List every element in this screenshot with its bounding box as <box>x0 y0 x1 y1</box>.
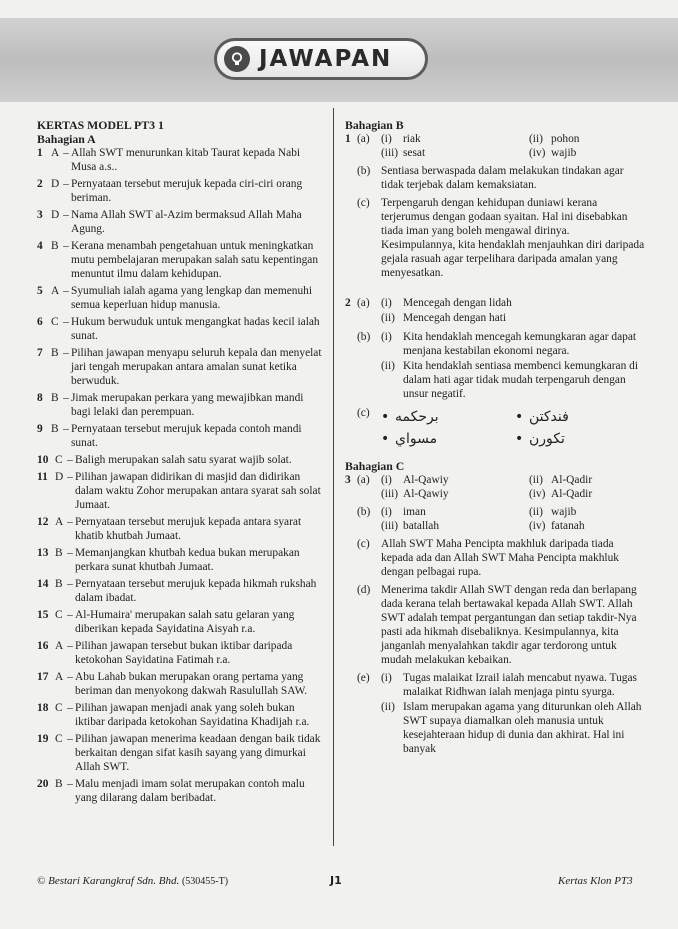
section-a-heading: Bahagian A <box>37 132 96 146</box>
dash-separator: – <box>67 454 73 466</box>
roman-label: (i) <box>381 506 392 518</box>
answer-text: sesat <box>403 147 426 159</box>
question-1c <box>345 196 645 280</box>
part-label: (c) <box>357 407 370 419</box>
answer-text: Malu menjadi imam solat merupakan contoh malu yang dilarang dalam beribadat. <box>75 778 305 804</box>
roman-label: (i) <box>381 331 392 343</box>
part-label: (b) <box>357 165 371 177</box>
question-number: 11 <box>37 471 48 483</box>
answer-text: Sentiasa berwaspada dalam melakukan tindakan agar tidak terjebak dalam kemaksiatan. <box>381 165 624 191</box>
bullet: • <box>515 431 524 447</box>
paper-title: KERTAS MODEL PT3 1 <box>37 118 164 132</box>
bullet: • <box>515 409 524 425</box>
answer-letter: D <box>51 209 60 221</box>
question-number: 13 <box>37 547 49 559</box>
answer-letter: A <box>55 671 64 683</box>
answer-text: Tugas malaikat Izrail ialah mencabut nyawa. Tugas malaikat Ridhwan ialah menjaga pintu syurga. <box>403 672 637 698</box>
question-number: 15 <box>37 609 49 621</box>
roman-label: (i) <box>381 672 392 684</box>
question-3e <box>345 671 645 757</box>
answer-item <box>37 577 322 605</box>
answer-letter: A <box>55 516 64 528</box>
answer-item <box>37 177 322 205</box>
roman-label: (iii) <box>381 488 399 500</box>
question-number: 9 <box>37 423 43 435</box>
roman-label: (ii) <box>529 506 543 518</box>
part-label: (a) <box>357 474 370 486</box>
answer-letter: A <box>51 285 60 297</box>
answer-text: Kerana menambah pengetahuan untuk meningkatkan mutu pembelajaran merupakan salah satu kepentingan menuntut ilmu dalam kehidupan. <box>71 240 319 280</box>
answer-item <box>37 284 322 312</box>
answer-text: Pilihan jawapan menjadi anak yang soleh bukan iktibar daripada ketokohan Sayidatina Khadijah r.a. <box>75 702 310 728</box>
answer-letter: C <box>55 702 63 714</box>
dash-separator: – <box>67 671 73 683</box>
answer-text: batallah <box>403 520 440 532</box>
answer-item <box>37 146 322 174</box>
question-1b <box>345 164 645 192</box>
part-label: (c) <box>357 538 370 550</box>
question-number: 16 <box>37 640 49 652</box>
part-label: (b) <box>357 331 371 343</box>
right-column <box>345 118 645 761</box>
answer-item <box>37 391 322 419</box>
answer-item <box>37 422 322 450</box>
dash-separator: – <box>67 516 73 528</box>
answer-text: Kita hendaklah mencegah kemungkaran agar dapat menjana kestabilan ekonomi negara. <box>403 331 637 357</box>
roman-label: (iii) <box>381 520 399 532</box>
answer-text: Pernyataan tersebut merujuk kepada ciri-ciri orang beriman. <box>71 178 303 204</box>
answer-letter: B <box>55 578 63 590</box>
answer-item <box>37 453 322 467</box>
answer-text: wajib <box>551 147 577 159</box>
roman-label: (ii) <box>381 701 395 713</box>
question-number: 20 <box>37 778 49 790</box>
answer-letter: D <box>51 178 60 190</box>
answer-text: Al-Qadir <box>551 488 593 500</box>
question-number: 18 <box>37 702 49 714</box>
answer-text: Pilihan jawapan didirikan di masjid dan didirikan dalam waktu Zohor merupakan antara syarat sah solat Jumaat. <box>75 471 321 511</box>
question-number: 1 <box>345 133 351 145</box>
part-label: (c) <box>357 197 370 209</box>
answer-text: Jimak merupakan perkara yang mewajibkan mandi bagi lelaki dan perempuan. <box>71 392 304 418</box>
answer-letter: B <box>55 778 63 790</box>
question-3c <box>345 537 645 579</box>
answer-text: pohon <box>551 133 580 145</box>
answer-letter: C <box>55 454 63 466</box>
dash-separator: – <box>63 209 69 221</box>
dash-separator: – <box>63 316 69 328</box>
question-number: 7 <box>37 347 43 359</box>
question-number: 6 <box>37 316 43 328</box>
answer-text: Pernyataan tersebut merujuk kepada contoh mandi sunat. <box>71 423 302 449</box>
question-number: 3 <box>37 209 43 221</box>
column-divider <box>333 108 334 846</box>
roman-label: (iii) <box>381 147 399 159</box>
bullet: • <box>381 409 390 425</box>
answer-text: Islam merupakan agama yang diturunkan oleh Allah SWT supaya diamalkan oleh manusia untuk kesejahteraan hidup di dunia dan akhirat. Hal ini banyak <box>403 701 642 755</box>
roman-label: (ii) <box>381 360 395 372</box>
page-number: J1 <box>330 874 342 887</box>
roman-label: (iv) <box>529 488 546 500</box>
answer-text: Syumuliah ialah agama yang lengkap dan memenuhi semua keperluan hidup manusia. <box>71 285 313 311</box>
answer-text: Baligh merupakan salah satu syarat wajib solat. <box>75 454 292 466</box>
dash-separator: – <box>67 547 73 559</box>
roman-label: (ii) <box>529 133 543 145</box>
jawi-words <box>381 406 645 450</box>
question-number: 19 <box>37 733 49 745</box>
answer-letter: A <box>55 640 64 652</box>
answer-letter: C <box>55 733 63 745</box>
lightbulb-icon <box>224 46 250 72</box>
answer-item <box>37 732 322 774</box>
left-column <box>37 118 322 808</box>
question-number: 2 <box>37 178 43 190</box>
dash-separator: – <box>63 423 69 435</box>
footer-series: Kertas Klon PT3 <box>558 875 633 887</box>
question-number: 1 <box>37 147 43 159</box>
question-number: 4 <box>37 240 43 252</box>
answer-text: Al-Humaira' merupakan salah satu gelaran yang diberikan kepada Sayidatina Aisyah r.a. <box>75 609 295 635</box>
question-number: 12 <box>37 516 49 528</box>
part-label: (a) <box>357 297 370 309</box>
answer-text: wajib <box>551 506 577 518</box>
answer-text: Allah SWT menurunkan kitab Taurat kepada Nabi Musa a.s.. <box>71 147 301 173</box>
section-c-heading: Bahagian C <box>345 459 405 473</box>
registration-number: (530455-T) <box>181 876 229 887</box>
answer-item <box>37 239 322 281</box>
dash-separator: – <box>63 178 69 190</box>
answer-text: Allah SWT Maha Pencipta makhluk daripada tiada kepada ada dan Allah SWT Maha Pencipta makhluk dengan pelbagai rupa. <box>381 538 619 578</box>
roman-label: (iv) <box>529 147 546 159</box>
answer-text: Al-Qawiy <box>403 474 449 486</box>
dash-separator: – <box>63 392 69 404</box>
answer-text: iman <box>403 506 426 518</box>
answer-letter: A <box>51 147 60 159</box>
question-3 <box>345 473 645 501</box>
answer-item <box>37 608 322 636</box>
dash-separator: – <box>67 733 73 745</box>
answer-text: Pernyataan tersebut merujuk kepada hikmah rukshah dalam ibadat. <box>75 578 317 604</box>
dash-separator: – <box>63 147 69 159</box>
dash-separator: – <box>63 347 69 359</box>
part-label: (b) <box>357 506 371 518</box>
part-label: (a) <box>357 133 370 145</box>
answer-text: Mencegah dengan lidah <box>403 297 512 309</box>
answer-item <box>37 346 322 388</box>
answer-text: Nama Allah SWT al-Azim bermaksud Allah Maha Agung. <box>71 209 302 235</box>
jawi-word: تكورن <box>529 431 565 447</box>
page-title: JAWAPAN <box>259 46 393 72</box>
part-label: (d) <box>357 584 371 596</box>
roman-label: (ii) <box>381 312 395 324</box>
dash-separator: – <box>67 778 73 790</box>
answer-letter: B <box>51 423 59 435</box>
dash-separator: – <box>67 578 73 590</box>
answer-item <box>37 777 322 805</box>
roman-label: (iv) <box>529 520 546 532</box>
answer-letter: D <box>55 471 64 483</box>
answer-letter: B <box>55 547 63 559</box>
answer-text: Menerima takdir Allah SWT dengan reda dan berlapang dada kerana telah bertawakal kepada Allah SWT. Allah SWT adalah tempat pergantungan dan setiap takdir-Nya pasti ada hikmah disebaliknya. Kesimpulannya, kita janganlah menyalahkan takdir agar terdorong untuk mudah melakukan kebaikan. <box>381 584 637 666</box>
copyright-text: © Bestari Karangkraf Sdn. Bhd. <box>37 875 180 887</box>
q1a-grid <box>381 132 645 160</box>
jawi-word: برحكمه <box>395 409 439 425</box>
roman-label: (i) <box>381 133 392 145</box>
answer-letter: B <box>51 392 59 404</box>
answer-text: riak <box>403 133 421 145</box>
answer-letter: B <box>51 240 59 252</box>
jawi-word: فندكتن <box>529 409 569 425</box>
question-number: 5 <box>37 285 43 297</box>
roman-label: (ii) <box>529 474 543 486</box>
answer-letter: C <box>51 316 59 328</box>
answer-text: Pilihan jawapan menerima keadaan dengan baik tidak berkaitan dengan sifat kasih sayang yang dimurkai Allah SWT. <box>75 733 321 773</box>
question-number: 17 <box>37 671 49 683</box>
dash-separator: – <box>63 240 69 252</box>
question-2b <box>345 330 645 402</box>
question-3b <box>345 505 645 533</box>
part-label: (e) <box>357 672 370 684</box>
answer-item <box>37 208 322 236</box>
answer-letter: C <box>55 609 63 621</box>
question-number: 10 <box>37 454 49 466</box>
answer-text: Pilihan jawapan menyapu seluruh kepala dan menyelat jari tengah merupakan antara amalan sunat ketika berwuduk. <box>71 347 322 387</box>
section-b-heading: Bahagian B <box>345 118 404 132</box>
answer-text: Pilihan jawapan tersebut bukan iktibar daripada ketokohan Sayidatina Fatimah r.a. <box>75 640 293 666</box>
answer-text: Terpengaruh dengan kehidupan duniawi kerana terjerumus dengan godaan syaitan. Hal ini disebabkan tiada iman yang boleh mengawal dirinya. Kesimpulannya, kita hendaklah menjauhkan diri daripada gejala rasuah agar terpelihara daripada amalan yang menyesatkan. <box>381 197 645 279</box>
answer-text: fatanah <box>551 520 585 532</box>
question-number: 3 <box>345 474 351 486</box>
answer-item <box>37 515 322 543</box>
footer-copyright <box>37 874 228 889</box>
question-number: 14 <box>37 578 49 590</box>
answer-item <box>37 546 322 574</box>
dash-separator: – <box>67 640 73 652</box>
answer-item <box>37 470 322 512</box>
answer-text: Pernyataan tersebut merujuk kepada antara syarat khatib khutbah Jumaat. <box>75 516 302 542</box>
answer-item <box>37 639 322 667</box>
answer-text: Al-Qawiy <box>403 488 449 500</box>
bullet: • <box>381 431 390 447</box>
question-1 <box>345 132 645 160</box>
jawi-word: مسواي <box>395 431 438 447</box>
dash-separator: – <box>63 285 69 297</box>
roman-label: (i) <box>381 474 392 486</box>
roman-label: (i) <box>381 297 392 309</box>
question-2 <box>345 296 645 326</box>
answer-text: Mencegah dengan hati <box>403 312 507 324</box>
question-number: 8 <box>37 392 43 404</box>
answer-item <box>37 701 322 729</box>
answer-text: Memanjangkan khutbah kedua bukan merupakan perkara sunat khutbah Jumaat. <box>75 547 300 573</box>
dash-separator: – <box>67 702 73 714</box>
question-3d <box>345 583 645 667</box>
answer-text: Kita hendaklah sentiasa membenci kemungkaran di dalam hati agar tidak mudah terpengaruh dengan unsur negatif. <box>403 360 639 400</box>
q3a-grid <box>381 473 645 501</box>
question-2c <box>345 406 645 450</box>
q3b-grid <box>381 505 645 533</box>
answer-text: Al-Qadir <box>551 474 593 486</box>
header-banner <box>214 38 428 80</box>
dash-separator: – <box>67 471 73 483</box>
answer-item <box>37 670 322 698</box>
question-number: 2 <box>345 297 351 309</box>
dash-separator: – <box>67 609 73 621</box>
answer-letter: B <box>51 347 59 359</box>
answer-text: Hukum berwuduk untuk mengangkat hadas kecil ialah sunat. <box>71 316 320 342</box>
answer-list <box>37 146 322 805</box>
answer-text: Abu Lahab bukan merupakan orang pertama yang beriman dan menyokong dakwah Rasulullah SAW. <box>75 671 308 697</box>
answer-item <box>37 315 322 343</box>
